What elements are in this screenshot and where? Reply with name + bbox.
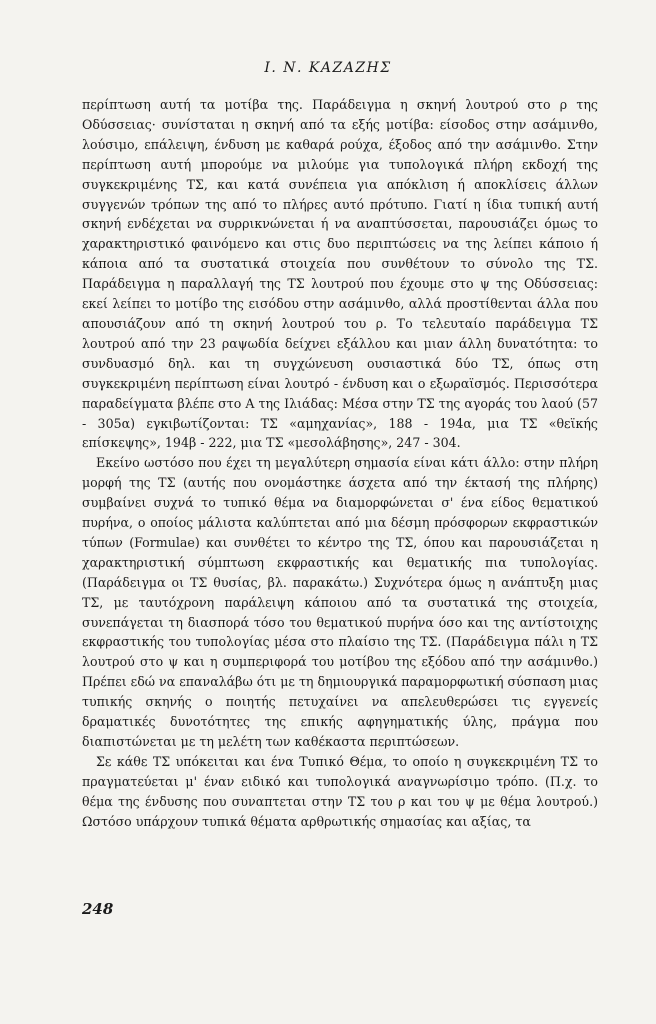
paragraph-1: περίπτωση αυτή τα μοτίβα της. Παράδειγμα η σκηνή λουτρού στο ρ της Οδύσσειας· συνίσταται η σκηνή από τα εξής μοτίβα: είσοδος στην ασάμινθο, λούσιμο, επάλειψη, ένδυση με καθαρά ρούχα, έξοδος από την ασάμινθο. Στην περίπτωση αυτή μπορούμε να μιλούμε για τυπολογικά πλήρη εκδοχή της συγκεκριμένης ΤΣ, και κατά συνέπεια για απόκλιση ή αποκλίσεις άλλων συγγενών τρόπων της από το πλήρες αυτό πρότυπο. Γιατί η ίδια τυπική αυτή σκηνή ενδέχεται να συρρικνώνεται ή να αναπτύσσεται, παρουσιάζει όμως το χαρακτηριστικό φαινόμενο και στις δυο περιπτώσεις να της λείπει κάποιο ή κάποια από τα συστατικά στοιχεία που συνθέτουν το σύνολο της ΤΣ. Παράδειγμα η παραλλαγή της ΤΣ λουτρού που έχουμε στο ψ της Οδύσσειας: εκεί λείπει το μοτίβο της εισόδου στην ασάμινθο, αλλά προστίθενται άλλα που απουσιάζουν από τη σκηνή λουτρού του ρ. Το τελευταίο παράδειγμα ΤΣ λουτρού από την 23 ραψωδία δείχνει εξάλλου και μιαν άλλη δυνατότητα: το συνδυασμό δηλ. και τη συγχώνευση ουσιαστικά δύο ΤΣ, όπως στη συγκεκριμένη περίπτωση είναι λουτρό - ένδυση και ο εξωραϊσμός. Περισσότερα παραδείγματα βλέπε στο Α της Ιλιάδας: Μέσα στην ΤΣ της αγοράς του λαού (57 - 305α) εγκιβωτίζονται: ΤΣ «αμηχανίας», 188 - 194α, μια ΤΣ «θεϊκής επίσκεψης», 194β - 222, μια ΤΣ «μεσολάβησης», 247 - 304. [82, 97, 598, 451]
page-number: 248 [82, 900, 114, 918]
main-text-block [82, 95, 598, 832]
paragraph-2: Εκείνο ωστόσο που έχει τη μεγαλύτερη σημασία είναι κάτι άλλο: στην πλήρη μορφή της ΤΣ (αυτής που ονομάστηκε άσχετα από την έκτασή της πλήρης) συμβαίνει συχνά το τυπικό θέμα να διαμορφώνεται σ' ένα είδος θεματικού πυρήνα, ο οποίος μάλιστα καλύπτεται από μια δέσμη πρόσφορων εκφραστικών τύπων (Formulae) και συνθέτει το κέντρο της ΤΣ, όπου και παρουσιάζεται η χαρακτηριστική σύμπτωση εκφραστικής και θεματικής πια τυπολογίας. (Παράδειγμα οι ΤΣ θυσίας, βλ. παρακάτω.) Συχνότερα όμως η ανάπτυξη μιας ΤΣ, με ταυτόχρονη παράλειψη κάποιου από τα συστατικά της στοιχεία, συνεπάγεται τη διασπορά τόσο του θεματικού πυρήνα όσο και της αντίστοιχης εκφραστικής του τυπολογίας μέσα στο πλαίσιο της ΤΣ. (Παράδειγμα πάλι η ΤΣ λουτρού στο ψ και η συμπεριφορά του μοτίβου της εξόδου από την ασάμινθο.) Πρέπει εδώ να επαναλάβω ότι με τη δημιουργικά παραμορφωτική σύσπαση μιας τυπικής σκηνής ο ποιητής πετυχαίνει να απελευθερώσει τις εγγενείς δραματικές δυνοτότητες της επικής αφηγηματικής ύλης, πράγμα που διαπιστώνεται με τη μελέτη των καθέκαστα περιπτώσεων. [82, 455, 598, 749]
paragraph-3: Σε κάθε ΤΣ υπόκειται και ένα Τυπικό Θέμα, το οποίο η συγκεκριμένη ΤΣ το πραγματεύεται μ' έναν ειδικό και τυπολογικά αναγνωρίσιμο τρόπο. (Π.χ. το θέμα της ένδυσης που συναπτεται στην ΤΣ του ρ και του ψ με θέμα λουτρού.) Ωστόσο υπάρχουν τυπικά θέματα αρθρωτικής σημασίας και αξίας, τα [82, 753, 598, 829]
running-head-author: Ι. Ν. ΚΑΖΑΖΗΣ [264, 60, 392, 76]
